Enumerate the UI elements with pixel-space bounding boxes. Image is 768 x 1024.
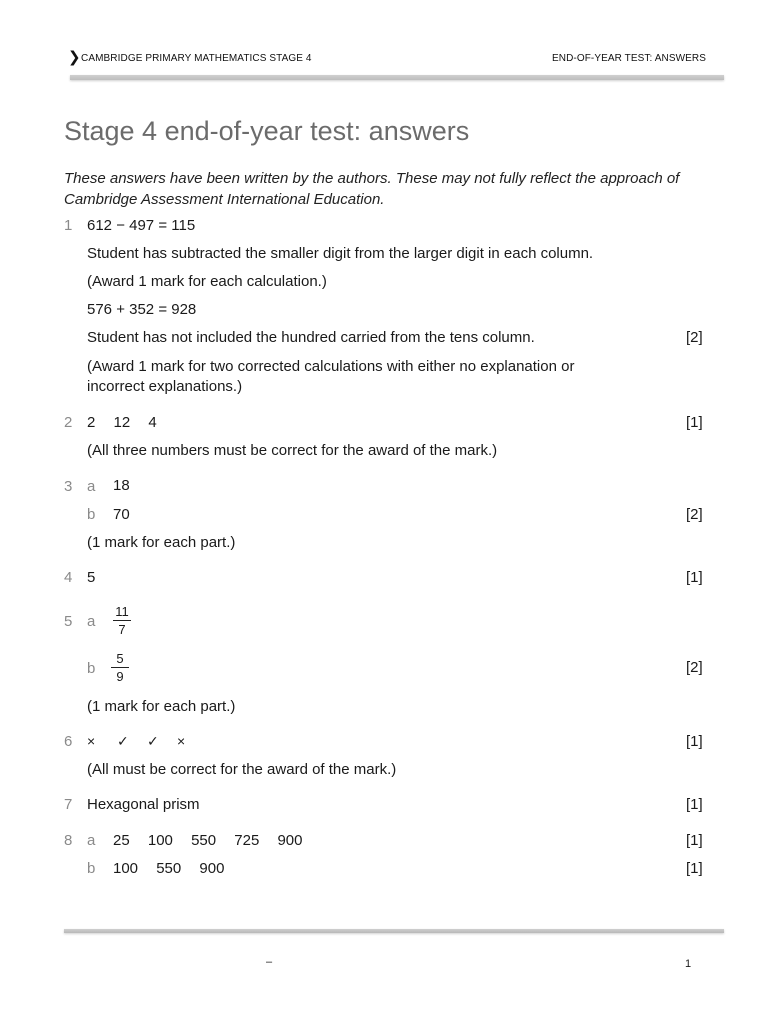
check-icon: ✓ — [147, 733, 159, 749]
q5-mark: [2] — [686, 659, 703, 676]
q2-value: 4 — [148, 414, 157, 431]
q8-part-b-label: b — [87, 860, 96, 877]
page-header — [68, 50, 708, 70]
q1-line-6: (Award 1 mark for two corrected calculations with either no explanation or incorrect explanations.) — [87, 358, 575, 395]
q7-value: Hexagonal prism — [87, 796, 200, 813]
footer-dash: – — [266, 956, 273, 968]
q8-value: 25 — [113, 832, 130, 849]
q2-value: 12 — [113, 414, 131, 431]
q5-part-b-fraction — [111, 651, 129, 684]
page-title: Stage 4 end-of-year test: answers — [64, 116, 470, 146]
question-number-2: 2 — [64, 414, 73, 431]
question-number-7: 7 — [64, 796, 73, 813]
q2-value: 2 — [87, 414, 96, 431]
q1-line-4: 576 + 352 = 928 — [87, 301, 197, 318]
q3-part-b-label: b — [87, 506, 96, 523]
q8-part-a-label: a — [87, 832, 96, 849]
fraction-denominator: 9 — [116, 669, 124, 684]
q2-values — [87, 413, 157, 433]
header-section-title: END-OF-YEAR TEST: ANSWERS — [551, 53, 706, 64]
q8-value: 900 — [199, 860, 225, 877]
q8-part-b-values — [113, 859, 224, 879]
question-number-8: 8 — [64, 832, 73, 849]
page-number: 1 — [685, 958, 692, 970]
q4-value: 5 — [87, 569, 96, 586]
q3-mark: [2] — [686, 506, 703, 523]
chevron-right-icon: ❯ — [68, 49, 81, 66]
check-icon: ✓ — [117, 733, 129, 749]
cross-icon: × — [177, 733, 186, 749]
fraction-numerator: 11 — [115, 604, 129, 619]
q8-value: 550 — [156, 860, 182, 877]
q6-note: (All must be correct for the award of the mark.) — [87, 761, 397, 778]
q5-part-b-label: b — [87, 660, 96, 677]
q8-value: 550 — [191, 832, 217, 849]
q8-value: 900 — [277, 832, 303, 849]
q8-part-b-mark: [1] — [686, 860, 703, 877]
q8-part-a-mark: [1] — [686, 832, 703, 849]
question-number-6: 6 — [64, 733, 73, 750]
cross-icon: × — [87, 733, 96, 749]
fraction-numerator: 5 — [116, 651, 124, 666]
q6-mark: [1] — [686, 733, 703, 750]
q1-mark: [2] — [686, 329, 703, 346]
q5-part-a-fraction — [113, 604, 131, 637]
q8-value: 100 — [113, 860, 139, 877]
q3-part-a-label: a — [87, 478, 96, 495]
q6-symbols — [87, 731, 207, 752]
q1-line-1: 612 − 497 = 115 — [87, 217, 196, 234]
q8-value: 725 — [234, 832, 260, 849]
q4-mark: [1] — [686, 569, 703, 586]
intro-text: These answers have been written by the authors. These may not fully reflect the approach of Cambridge Assessment International Education. — [64, 170, 680, 208]
fraction-denominator: 7 — [118, 622, 126, 637]
q5-part-a-label: a — [87, 613, 96, 630]
question-number-1: 1 — [64, 217, 73, 234]
q7-mark: [1] — [686, 796, 703, 813]
header-divider — [70, 75, 724, 80]
q8-value: 100 — [147, 832, 173, 849]
question-number-3: 3 — [64, 478, 73, 495]
footer-divider — [64, 929, 724, 933]
q2-mark: [1] — [686, 414, 703, 431]
q8-part-a-values — [113, 831, 303, 851]
question-number-4: 4 — [64, 569, 73, 586]
q2-note: (All three numbers must be correct for the award of the mark.) — [87, 442, 498, 459]
q1-line-2: Student has subtracted the smaller digit from the larger digit in each column. — [87, 245, 594, 262]
q3-note: (1 mark for each part.) — [87, 534, 236, 551]
q5-note: (1 mark for each part.) — [87, 698, 236, 715]
q3-part-b-value: 70 — [113, 506, 130, 523]
header-series-title: CAMBRIDGE PRIMARY MATHEMATICS STAGE 4 — [81, 53, 312, 64]
q1-line-3: (Award 1 mark for each calculation.) — [87, 273, 327, 290]
question-number-5: 5 — [64, 613, 73, 630]
q1-line-5: Student has not included the hundred carried from the tens column. — [87, 329, 535, 346]
q3-part-a-value: 18 — [113, 477, 130, 494]
